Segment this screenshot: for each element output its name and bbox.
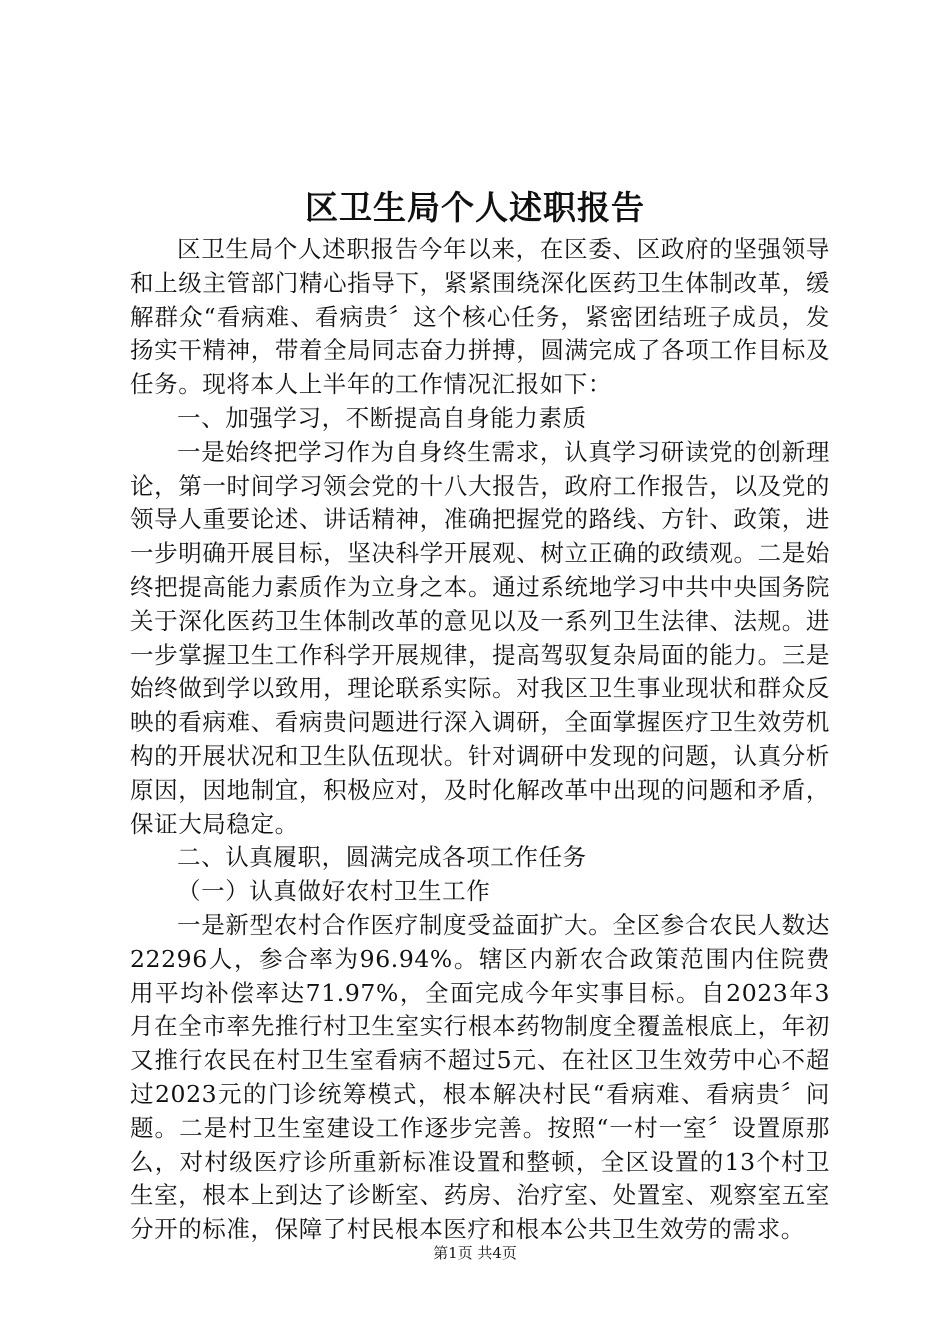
document-title: 区卫生局个人述职报告 xyxy=(305,188,645,227)
document-body xyxy=(130,233,830,1247)
section-heading-1: 一、加强学习，不断提高自身能力素质 xyxy=(177,403,587,432)
subsection-heading: （一）认真做好农村卫生工作 xyxy=(177,877,491,906)
intro-paragraph: 区卫生局个人述职报告今年以来，在区委、区政府的坚强领导和上级主管部门精心指导下，紧紧围绕深化医药卫生体制改革，缓解群众“看病难、看病贵〞这个核心任务，紧密团结班子成员，发扬实干精神，带着全局同志奋力拼搏，圆满完成了各项工作目标及任务。现将本人上半年的工作情况汇报如下： xyxy=(130,235,830,399)
body-paragraph: 一是新型农村合作医疗制度受益面扩大。全区参合农民人数达22296人，参合率为96.94%。辖区内新农合政策范围内住院费用平均补偿率达71.97%，全面完成今年实事目标。自2023年3月在全市率先推行村卫生室实行根本药物制度全覆盖根底上，年初又推行农民在村卫生室看病不超过5元、在社区卫生效劳中心不超过2023元的门诊统筹模式，根本解决村民“看病难、看病贵〞问题。二是村卫生室建设工作逐步完善。按照“一村一室〞设置原那么，对村级医疗诊所重新标准设置和整顿，全区设置的13个村卫生室，根本上到达了诊断室、药房、治疗室、处置室、观察室五室分开的标准，保障了村民根本医疗和根本公共卫生效劳的需求。 xyxy=(130,910,830,1244)
page-footer: 第1页 共4页 xyxy=(433,1244,517,1262)
section-heading-2: 二、认真履职，圆满完成各项工作任务 xyxy=(177,843,587,872)
body-paragraph: 一是始终把学习作为自身终生需求，认真学习研读党的创新理论，第一时间学习领会党的十八大报告，政府工作报告，以及党的领导人重要论述、讲话精神，准确把握党的路线、方针、政策，进一步明确开展目标，坚决科学开展观、树立正确的政绩观。二是始终把提高能力素质作为立身之本。通过系统地学习中共中央国务院关于深化医药卫生体制改革的意见以及一系列卫生法律、法规。进一步掌握卫生工作科学开展规律，提高驾驭复杂局面的能力。三是始终做到学以致用，理论联系实际。对我区卫生事业现状和群众反映的看病难、看病贵问题进行深入调研，全面掌握医疗卫生效劳机构的开展状况和卫生队伍现状。针对调研中发现的问题，认真分析原因，因地制宜，积极应对，及时化解改革中出现的问题和矛盾，保证大局稳定。 xyxy=(130,437,830,838)
